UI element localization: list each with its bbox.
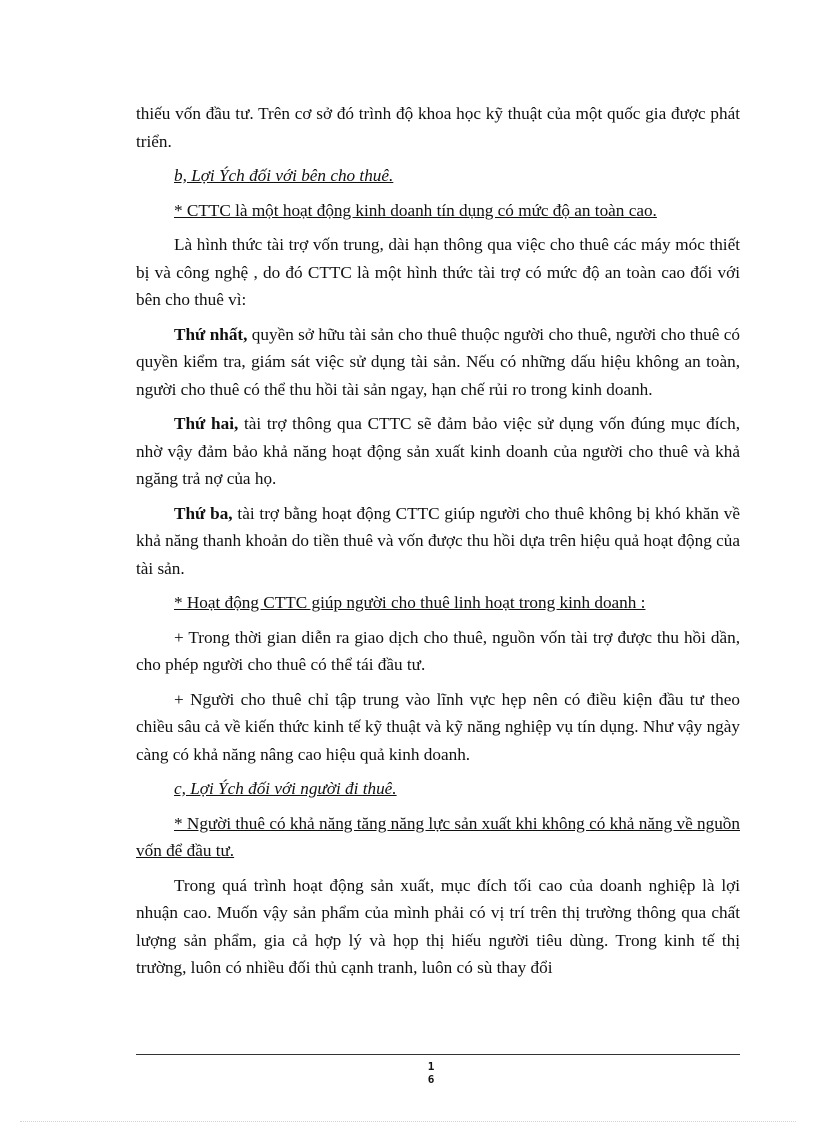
- paragraph-text: tài trợ thông qua CTTC sẽ đảm bảo việc sử dụng vốn đúng mục đích, nhờ vậy đảm bảo khả năng hoạt động sản xuất kinh doanh của người cho thuê và khả ngăng trả nợ của họ.: [136, 414, 740, 488]
- footer-divider: [136, 1054, 740, 1055]
- bold-lead: Thứ nhất,: [174, 324, 248, 344]
- section-heading-b: b, Lợi Ých đối với bên cho thuê.: [174, 166, 394, 185]
- paragraph-first-reason: [136, 321, 740, 404]
- paragraph-body: Là hình thức tài trợ vốn trung, dài hạn thông qua việc cho thuê các máy móc thiết bị và công nghệ , do đó CTTC là một hình thức tài trợ có mức độ an toàn cao đối với bên cho thuê vì:: [136, 235, 740, 309]
- page-number: [420, 1060, 442, 1086]
- subheading-capacity: * Người thuê có khả năng tăng năng lực sản xuất khi không có khả năng về nguồn vốn để đầu tư.: [136, 813, 740, 860]
- page-number-digit: 1: [427, 1060, 435, 1073]
- paragraph-body: + Người cho thuê chỉ tập trung vào lĩnh vực hẹp nên có điều kiện đầu tư theo chiều sâu cả về kiến thức kinh tế kỹ thuật và kỹ năng nghiệp vụ tín dụng. Như vậy ngày càng có khả năng nâng cao hiệu quả kinh doanh.: [136, 689, 740, 764]
- paragraph-text: tài trợ bằng hoạt động CTTC giúp người cho thuê không bị khó khăn về khả năng thanh khoản do tiền thuê và vốn được thu hồi dựa trên hiệu quả hoạt động của tài sản.: [136, 503, 740, 578]
- document-body: [136, 100, 740, 989]
- subheading-flexibility: * Hoạt động CTTC giúp người cho thuê linh hoạt trong kinh doanh :: [174, 593, 646, 612]
- page-edge-dotted-line: [20, 1121, 796, 1122]
- bold-lead: Thứ ba,: [174, 503, 233, 523]
- bold-lead: Thứ hai,: [174, 414, 239, 433]
- paragraph-third-reason: [136, 500, 740, 583]
- paragraph-continuation: thiếu vốn đầu tư. Trên cơ sở đó trình độ khoa học kỹ thuật của một quốc gia được phát triển.: [136, 104, 740, 151]
- section-heading-c: c, Lợi Ých đối với người đi thuê.: [174, 779, 397, 798]
- subheading-safety: * CTTC là một hoạt động kinh doanh tín dụng có mức độ an toàn cao.: [174, 200, 657, 220]
- paragraph-body: + Trong thời gian diễn ra giao dịch cho thuê, nguồn vốn tài trợ được thu hồi dần, cho phép người cho thuê có thể tái đầu tư.: [136, 627, 740, 674]
- page-number-digit: 6: [427, 1073, 435, 1086]
- paragraph-text: quyền sở hữu tài sản cho thuê thuộc người cho thuê, người cho thuê có quyền kiểm tra, giám sát việc sử dụng tài sản. Nếu có những dấu hiệu không an toàn, người cho thuê có thể thu hồi tài sản ngay, hạn chế rủi ro trong kinh doanh.: [136, 324, 740, 399]
- paragraph-body: Trong quá trình hoạt động sản xuất, mục đích tối cao của doanh nghiệp là lợi nhuận cao. Muốn vậy sản phẩm của mình phải có vị trí trên thị trường thông qua chất lượng sản phẩm, gia cả hợp lý và họp thị hiếu người tiêu dùng. Trong kinh tế thị trường, luôn có nhiều đối thủ cạnh tranh, luôn có sù thay đổi: [136, 875, 740, 977]
- paragraph-second-reason: [136, 410, 740, 493]
